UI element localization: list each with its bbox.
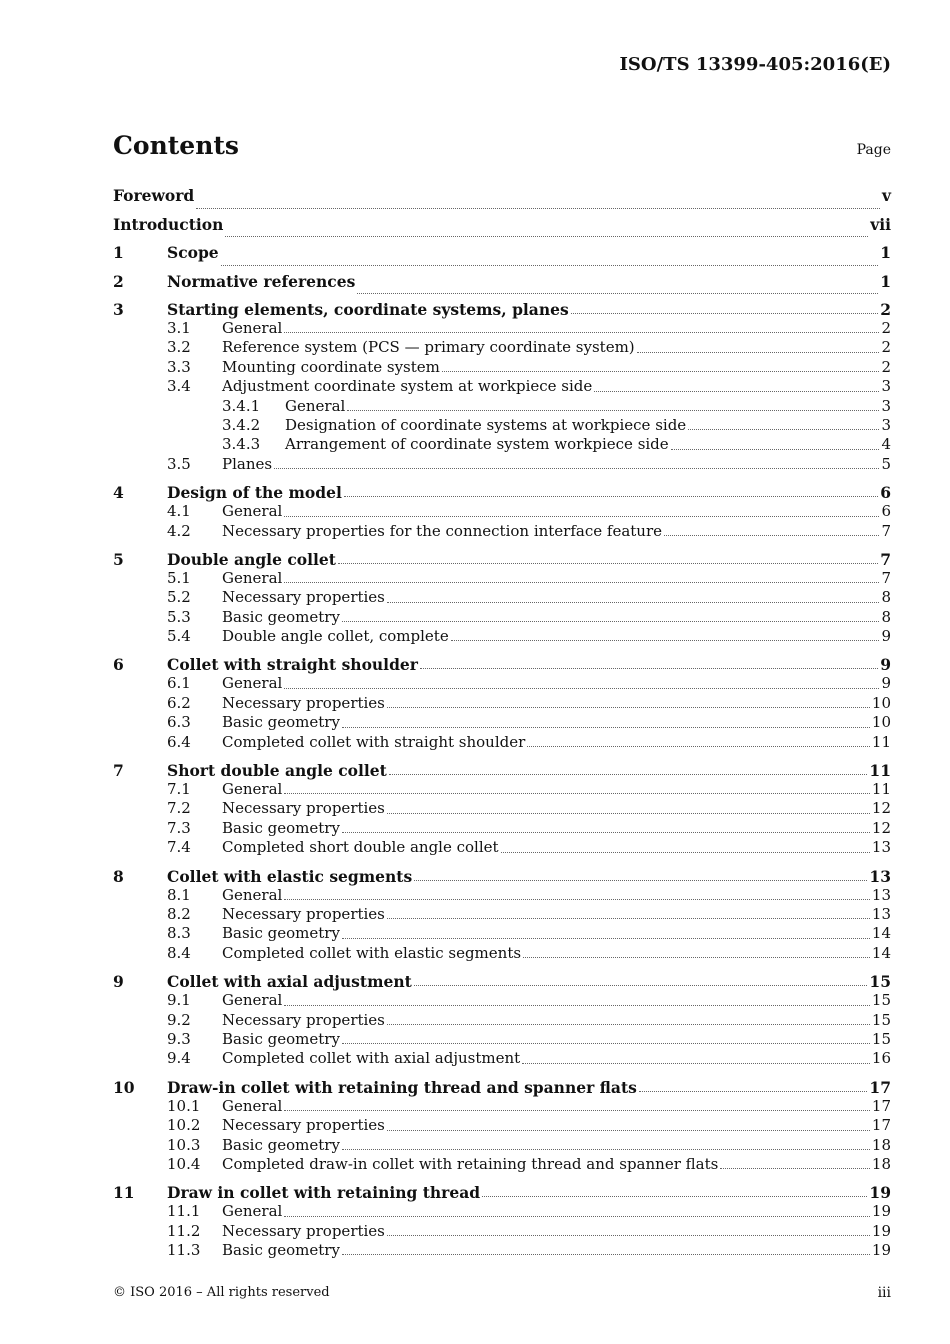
toc-entry-page: 9 — [881, 674, 891, 693]
toc-entry-title[interactable]: Basic geometry — [222, 1241, 340, 1260]
toc-entry[interactable] — [113, 608, 891, 627]
toc-entry[interactable] — [113, 358, 891, 377]
toc-entry-page: 9 — [880, 655, 891, 675]
dot-leader — [196, 208, 880, 209]
toc-entry-title[interactable]: Designation of coordinate systems at workpiece side — [285, 415, 687, 434]
contents-heading: Contents — [113, 131, 240, 160]
toc-entry-title[interactable]: Adjustment coordinate system at workpiece side — [222, 377, 593, 396]
toc-entry[interactable] — [113, 482, 891, 502]
toc-entry-page: 2 — [880, 300, 891, 319]
toc-entry-title[interactable]: Draw-in collet with retaining thread and spanner flats — [167, 1077, 637, 1097]
toc-entry-number: 5.1 — [167, 568, 191, 587]
toc-entry-page: 2 — [881, 338, 891, 357]
toc-entry-number: 11 — [113, 1183, 135, 1203]
dot-leader — [284, 1110, 870, 1111]
toc-entry-page: v — [881, 186, 891, 205]
dot-leader — [442, 371, 880, 372]
dot-leader — [671, 449, 880, 450]
toc-entry-page: 11 — [871, 732, 891, 751]
toc-entry-title[interactable]: General — [222, 780, 283, 799]
toc-entry-number: 3.4 — [167, 377, 191, 396]
dot-leader — [664, 535, 879, 536]
toc-entry-number: 5 — [113, 549, 124, 569]
dot-leader — [284, 582, 879, 583]
toc-entry-number: 11.1 — [167, 1202, 201, 1221]
toc-entry-title[interactable]: Starting elements, coordinate systems, planes — [167, 300, 569, 319]
toc-entry-number: 10.4 — [167, 1154, 201, 1173]
dot-leader — [342, 938, 870, 939]
toc-entry-number: 11.2 — [167, 1221, 201, 1240]
toc-entry-title[interactable]: Design of the model — [167, 483, 342, 503]
toc-entry-title[interactable]: Normative references — [167, 271, 356, 291]
toc-entry-number: 7.1 — [167, 780, 191, 799]
toc-entry-title[interactable]: Short double angle collet — [167, 761, 387, 781]
toc-entry-title[interactable]: Draw in collet with retaining thread — [167, 1183, 481, 1203]
toc-entry[interactable] — [113, 819, 891, 838]
toc-entry-title[interactable]: Necessary properties — [222, 1010, 385, 1029]
toc-entry-number: 8.4 — [167, 943, 191, 962]
toc-entry-title[interactable]: Necessary properties — [222, 588, 385, 607]
toc-entry-number: 9 — [113, 972, 124, 992]
dot-leader — [387, 1130, 870, 1131]
toc-entry-page: 12 — [871, 818, 891, 837]
toc-entry[interactable] — [113, 799, 891, 818]
toc-entry[interactable] — [113, 733, 891, 752]
toc-entry-title[interactable]: Necessary properties — [222, 799, 385, 818]
dot-leader — [451, 640, 880, 641]
dot-leader — [387, 707, 870, 708]
toc-entry[interactable] — [113, 522, 891, 541]
toc-entry[interactable] — [113, 549, 891, 569]
dot-leader — [284, 793, 870, 794]
dot-leader — [225, 236, 868, 237]
toc-entry-page: 7 — [881, 568, 891, 587]
toc-entry-number: 9.1 — [167, 991, 191, 1010]
toc-entry[interactable] — [113, 627, 891, 646]
toc-entry-page: 15 — [871, 1029, 891, 1048]
toc-entry-page: 13 — [869, 866, 891, 886]
toc-entry[interactable] — [113, 924, 891, 943]
toc-entry-page: 16 — [871, 1049, 891, 1068]
toc-entry-page: 18 — [871, 1154, 891, 1173]
toc-entry-number: 9.4 — [167, 1049, 191, 1068]
toc-entry-page: 13 — [871, 838, 891, 857]
toc-entry-number: 10.3 — [167, 1135, 201, 1154]
toc-entry[interactable] — [113, 299, 891, 319]
toc-entry-number: 4.1 — [167, 502, 191, 521]
toc-entry-number: 10.1 — [167, 1096, 201, 1115]
toc-entry-title[interactable]: Scope — [167, 243, 219, 262]
toc-entry[interactable] — [113, 971, 891, 991]
toc-entry-number: 7 — [113, 761, 124, 781]
toc-entry-number: 3.4.2 — [222, 415, 261, 434]
dot-leader — [284, 1005, 870, 1006]
toc-entry-title[interactable]: Basic geometry — [222, 1029, 340, 1048]
dot-leader — [527, 746, 870, 747]
toc-entry-title[interactable]: General — [222, 991, 283, 1010]
toc-entry-title[interactable]: Basic geometry — [222, 607, 340, 626]
toc-entry[interactable] — [113, 1049, 891, 1068]
toc-entry-title[interactable]: Double angle collet, complete — [222, 627, 449, 646]
toc-entry-title[interactable]: Necessary properties — [222, 693, 385, 712]
toc-entry-title[interactable]: Collet with straight shoulder — [167, 655, 418, 675]
toc-entry-page: 13 — [871, 885, 891, 904]
toc-entry-page: 19 — [871, 1221, 891, 1240]
toc-entry[interactable] — [113, 214, 891, 243]
toc-entry-page: 8 — [881, 588, 891, 607]
toc-entry-title[interactable]: Basic geometry — [222, 713, 340, 732]
toc-entry-number: 7.4 — [167, 838, 191, 857]
toc-entry-page: 10 — [871, 693, 891, 712]
toc-entry[interactable] — [113, 1097, 891, 1116]
toc-entry[interactable] — [113, 674, 891, 693]
dot-leader — [637, 352, 880, 353]
toc-entry-page: 6 — [881, 502, 891, 521]
toc-entry-title[interactable]: Completed collet with elastic segments — [222, 943, 522, 962]
toc-entry-number: 8.1 — [167, 885, 191, 904]
dot-leader — [501, 852, 870, 853]
toc-entry[interactable] — [113, 780, 891, 799]
toc-entry-number: 7.3 — [167, 818, 191, 837]
toc-entry-number: 3.2 — [167, 338, 191, 357]
dot-leader — [571, 313, 879, 314]
dot-leader — [387, 1235, 870, 1236]
toc-entry[interactable] — [113, 455, 891, 474]
toc-entry[interactable] — [113, 944, 891, 963]
toc-entry[interactable] — [113, 435, 891, 454]
toc-entry-number: 6.3 — [167, 713, 191, 732]
toc-entry-title[interactable]: General — [222, 1202, 283, 1221]
toc-entry-number: 5.2 — [167, 588, 191, 607]
toc-entry-page: 17 — [871, 1116, 891, 1135]
dot-leader — [387, 918, 870, 919]
toc-entry-page: 14 — [871, 943, 891, 962]
toc-entry-title[interactable]: Arrangement of coordinate system workpiece side — [285, 435, 669, 454]
toc-entry[interactable] — [113, 1077, 891, 1097]
dot-leader — [387, 602, 880, 603]
toc-entry-page: vii — [870, 214, 891, 234]
dot-leader — [594, 391, 879, 392]
dot-leader — [284, 516, 879, 517]
toc-entry-title[interactable]: Completed collet with straight shoulder — [222, 732, 526, 751]
dot-leader — [342, 621, 880, 622]
table-of-contents — [113, 185, 891, 1260]
dot-leader — [284, 332, 879, 333]
toc-entry[interactable] — [113, 713, 891, 732]
dot-leader — [284, 688, 879, 689]
toc-entry-title[interactable]: Foreword — [113, 186, 195, 205]
toc-entry-page: 3 — [881, 396, 891, 415]
toc-entry-title[interactable]: Basic geometry — [222, 924, 340, 943]
toc-entry-page: 15 — [871, 1010, 891, 1029]
toc-entry[interactable] — [113, 1222, 891, 1241]
toc-entry-number: 10 — [113, 1077, 135, 1097]
toc-entry[interactable] — [113, 397, 891, 416]
toc-entry[interactable] — [113, 271, 891, 300]
toc-entry[interactable] — [113, 319, 891, 338]
toc-entry[interactable] — [113, 1182, 891, 1202]
toc-entry-page: 2 — [881, 319, 891, 337]
toc-entry[interactable] — [113, 416, 891, 435]
toc-entry-page: 19 — [869, 1183, 891, 1203]
dot-leader — [284, 899, 870, 900]
toc-entry[interactable] — [113, 1011, 891, 1030]
toc-entry-number: 4 — [113, 483, 124, 503]
toc-entry-title[interactable]: Collet with elastic segments — [167, 866, 413, 886]
toc-entry-number: 3.3 — [167, 357, 191, 376]
toc-entry[interactable] — [113, 654, 891, 674]
toc-entry-title[interactable]: Introduction — [113, 214, 224, 234]
toc-entry-number: 2 — [113, 271, 124, 291]
toc-entry-page: 1 — [880, 243, 891, 262]
toc-entry-title[interactable]: General — [222, 502, 283, 521]
toc-entry-page: 3 — [881, 377, 891, 396]
toc-entry[interactable] — [113, 242, 891, 271]
toc-entry-number: 11.3 — [167, 1241, 201, 1260]
dot-leader — [344, 496, 878, 497]
page-number: iii — [877, 1285, 891, 1301]
toc-entry[interactable] — [113, 838, 891, 857]
document-id: ISO/TS 13399-405:2016(E) — [619, 54, 891, 75]
dot-leader — [347, 410, 879, 411]
toc-entry-title[interactable]: General — [222, 1096, 283, 1115]
toc-entry-number: 6.4 — [167, 732, 191, 751]
toc-entry-number: 1 — [113, 243, 124, 262]
toc-entry[interactable] — [113, 905, 891, 924]
toc-entry[interactable] — [113, 760, 891, 780]
toc-entry-title[interactable]: General — [222, 568, 283, 587]
toc-entry-number: 7.2 — [167, 799, 191, 818]
toc-entry-number: 3.4.1 — [222, 396, 261, 415]
toc-entry-page: 19 — [871, 1202, 891, 1221]
toc-entry-title[interactable]: Double angle collet — [167, 549, 336, 569]
page-column-label: Page — [856, 142, 891, 158]
toc-entry[interactable] — [113, 694, 891, 713]
toc-entry-title[interactable]: General — [285, 396, 346, 415]
toc-entry-page: 7 — [881, 521, 891, 540]
toc-entry-title[interactable]: Collet with axial adjustment — [167, 972, 412, 992]
toc-entry-title[interactable]: Completed short double angle collet — [222, 838, 499, 857]
dot-leader — [688, 429, 879, 430]
toc-entry-number: 6.1 — [167, 674, 191, 693]
dot-leader — [338, 563, 878, 564]
toc-entry-page: 8 — [881, 607, 891, 626]
toc-entry-number: 3 — [113, 300, 124, 319]
toc-entry-page: 5 — [881, 454, 891, 473]
toc-entry-page: 10 — [871, 713, 891, 732]
toc-entry-title[interactable]: Completed collet with axial adjustment — [222, 1049, 521, 1068]
toc-entry-page: 11 — [871, 780, 891, 799]
toc-entry-number: 5.3 — [167, 607, 191, 626]
toc-entry[interactable] — [113, 866, 891, 886]
toc-entry[interactable] — [113, 1241, 891, 1260]
toc-entry[interactable] — [113, 1030, 891, 1049]
toc-entry-page: 18 — [871, 1135, 891, 1154]
dot-leader — [342, 727, 870, 728]
toc-entry-title[interactable]: Necessary properties — [222, 1116, 385, 1135]
toc-entry-page: 14 — [871, 924, 891, 943]
dot-leader — [342, 832, 870, 833]
toc-entry[interactable] — [113, 1136, 891, 1155]
toc-entry[interactable] — [113, 1155, 891, 1174]
toc-entry-page: 2 — [881, 357, 891, 376]
dot-leader — [482, 1196, 867, 1197]
copyright-notice: © ISO 2016 – All rights reserved — [113, 1285, 330, 1300]
toc-entry[interactable] — [113, 185, 891, 214]
dot-leader — [387, 1024, 870, 1025]
toc-entry-number: 5.4 — [167, 627, 191, 646]
toc-entry-title[interactable]: Planes — [222, 454, 273, 473]
toc-entry-page: 17 — [869, 1077, 891, 1097]
toc-entry-number: 6.2 — [167, 693, 191, 712]
toc-entry-page: 15 — [869, 972, 891, 992]
toc-entry-title[interactable]: Basic geometry — [222, 818, 340, 837]
dot-leader — [389, 774, 868, 775]
toc-entry-title[interactable]: Mounting coordinate system — [222, 357, 440, 376]
dot-leader — [221, 265, 879, 266]
toc-entry-number: 8.3 — [167, 924, 191, 943]
toc-entry-title[interactable]: Necessary properties — [222, 904, 385, 923]
toc-entry-page: 3 — [881, 415, 891, 434]
dot-leader — [284, 1216, 870, 1217]
toc-entry-title[interactable]: General — [222, 319, 283, 337]
toc-entry[interactable] — [113, 338, 891, 357]
toc-entry-title[interactable]: Necessary properties for the connection interface feature — [222, 521, 663, 540]
toc-entry[interactable] — [113, 569, 891, 588]
toc-entry[interactable] — [113, 377, 891, 396]
toc-entry-page: 15 — [871, 991, 891, 1010]
toc-entry-number: 9.2 — [167, 1010, 191, 1029]
toc-entry-number: 4.2 — [167, 521, 191, 540]
dot-leader — [342, 1254, 870, 1255]
toc-entry[interactable] — [113, 991, 891, 1010]
toc-entry-page: 6 — [880, 483, 891, 503]
toc-entry-title[interactable]: Necessary properties — [222, 1221, 385, 1240]
toc-entry[interactable] — [113, 886, 891, 905]
toc-entry-title[interactable]: Reference system (PCS — primary coordinate system) — [222, 338, 635, 357]
toc-entry-page: 1 — [880, 271, 891, 291]
toc-entry-number: 8.2 — [167, 904, 191, 923]
toc-entry-number: 3.5 — [167, 454, 191, 473]
dot-leader — [523, 957, 870, 958]
toc-entry-number: 3.1 — [167, 319, 191, 337]
dot-leader — [720, 1168, 870, 1169]
toc-entry-number: 3.4.3 — [222, 435, 261, 454]
dot-leader — [342, 1043, 870, 1044]
toc-entry[interactable] — [113, 588, 891, 607]
toc-entry-page: 7 — [880, 549, 891, 569]
toc-entry-number: 6 — [113, 655, 124, 675]
toc-entry[interactable] — [113, 1116, 891, 1135]
dot-leader — [357, 293, 878, 294]
toc-entry-page: 9 — [881, 627, 891, 646]
toc-entry-title[interactable]: General — [222, 674, 283, 693]
dot-leader — [522, 1063, 870, 1064]
toc-entry-title[interactable]: Completed draw-in collet with retaining thread and spanner flats — [222, 1154, 719, 1173]
toc-entry-title[interactable]: Basic geometry — [222, 1135, 340, 1154]
toc-entry[interactable] — [113, 1202, 891, 1221]
toc-entry-page: 13 — [871, 904, 891, 923]
toc-entry-number: 10.2 — [167, 1116, 201, 1135]
toc-entry-number: 8 — [113, 866, 124, 886]
dot-leader — [274, 468, 879, 469]
dot-leader — [342, 1149, 870, 1150]
dot-leader — [639, 1091, 868, 1092]
toc-entry-page: 19 — [871, 1241, 891, 1260]
toc-entry-page: 12 — [871, 799, 891, 818]
dot-leader — [420, 668, 878, 669]
toc-entry-number: 9.3 — [167, 1029, 191, 1048]
toc-entry-page: 11 — [869, 761, 891, 781]
toc-entry-page: 4 — [881, 435, 891, 454]
dot-leader — [414, 880, 867, 881]
toc-entry-page: 17 — [871, 1096, 891, 1115]
dot-leader — [414, 985, 868, 986]
toc-entry-title[interactable]: General — [222, 885, 283, 904]
dot-leader — [387, 813, 870, 814]
toc-entry[interactable] — [113, 502, 891, 521]
